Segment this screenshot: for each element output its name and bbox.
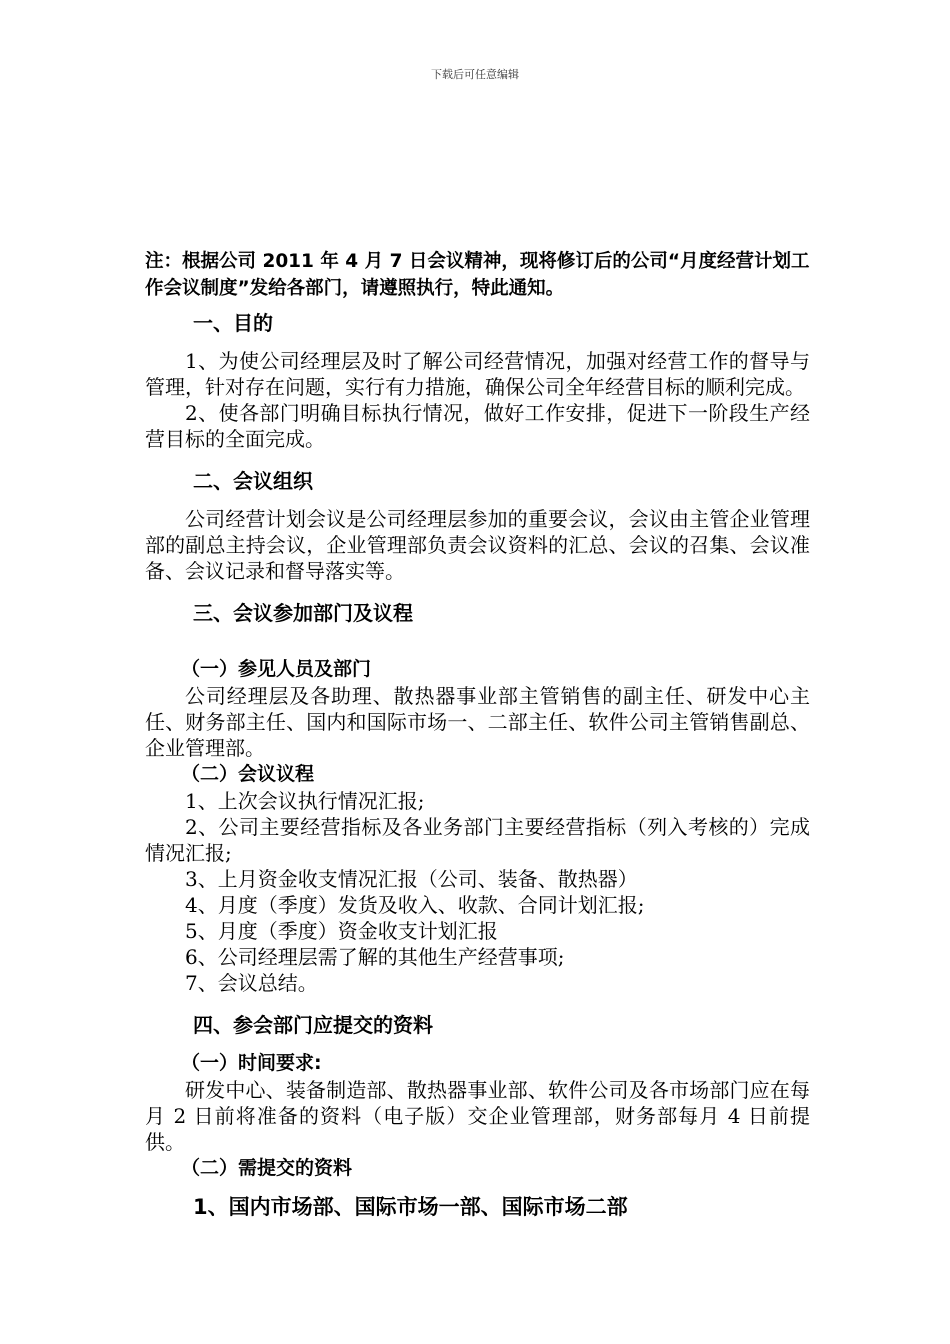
section-3-sub-2: （二）会议议程: [181, 763, 315, 785]
section-2-para-1: 公司经营计划会议是公司经理层参加的重要会议，会议由主管企业管理部的副总主持会议，企业管理部负责会议资料的汇总、会议的召集、会议准备、会议记录和督导落实等。: [145, 507, 810, 583]
section-3-sub-1: （一）参见人员及部门: [181, 658, 372, 680]
document-body: [145, 248, 810, 1222]
section-3-sub-1-text: 公司经理层及各助理、散热器事业部主管销售的副主任、研发中心主任、财务部主任、国内和国际市场一、二部主任、软件公司主管销售副总、企业管理部。: [145, 684, 810, 760]
section-4-sub-3: 1、国内市场部、国际市场一部、国际市场二部: [193, 1195, 628, 1219]
page-header: 下载后可任意编辑: [431, 68, 519, 81]
section-1-title: 一、目的: [193, 311, 273, 335]
section-1-para-2: 2、使各部门明确目标执行情况，做好工作安排，促进下一阶段生产经营目标的全面完成。: [145, 401, 810, 451]
section-2-title: 二、会议组织: [193, 469, 313, 493]
agenda-item: 6、公司经理层需了解的其他生产经营事项;: [185, 945, 565, 969]
section-3-title: 三、会议参加部门及议程: [193, 601, 413, 625]
agenda-item: 2、公司主要经营指标及各业务部门主要经营指标（列入考核的）完成情况汇报;: [145, 815, 810, 865]
agenda-item: 7、会议总结。: [185, 971, 318, 995]
section-4-title: 四、参会部门应提交的资料: [193, 1013, 433, 1037]
section-4-sub-1: （一）时间要求:: [181, 1052, 322, 1074]
agenda-item: 1、上次会议执行情况汇报;: [185, 789, 425, 813]
agenda-item: 4、月度（季度）发货及收入、收款、合同计划汇报;: [185, 893, 645, 917]
section-4-sub-2: （二）需提交的资料: [181, 1157, 353, 1179]
agenda-item: 3、上月资金收支情况汇报（公司、装备、散热器）: [185, 867, 638, 891]
section-4-sub-1-text: 研发中心、装备制造部、散热器事业部、软件公司及各市场部门应在每月 2 日前将准备的资料（电子版）交企业管理部，财务部每月 4 日前提供。: [145, 1078, 810, 1154]
notice-paragraph: 注：根据公司 2011 年 4 月 7 日会议精神，现将修订后的公司“月度经营计划工作会议制度”发给各部门，请遵照执行，特此通知。: [145, 251, 810, 299]
agenda-item: 5、月度（季度）资金收支计划汇报: [185, 919, 498, 943]
section-1-para-1: 1、为使公司经理层及时了解公司经营情况，加强对经营工作的督导与管理，针对存在问题，实行有力措施，确保公司全年经营目标的顺利完成。: [145, 349, 810, 399]
